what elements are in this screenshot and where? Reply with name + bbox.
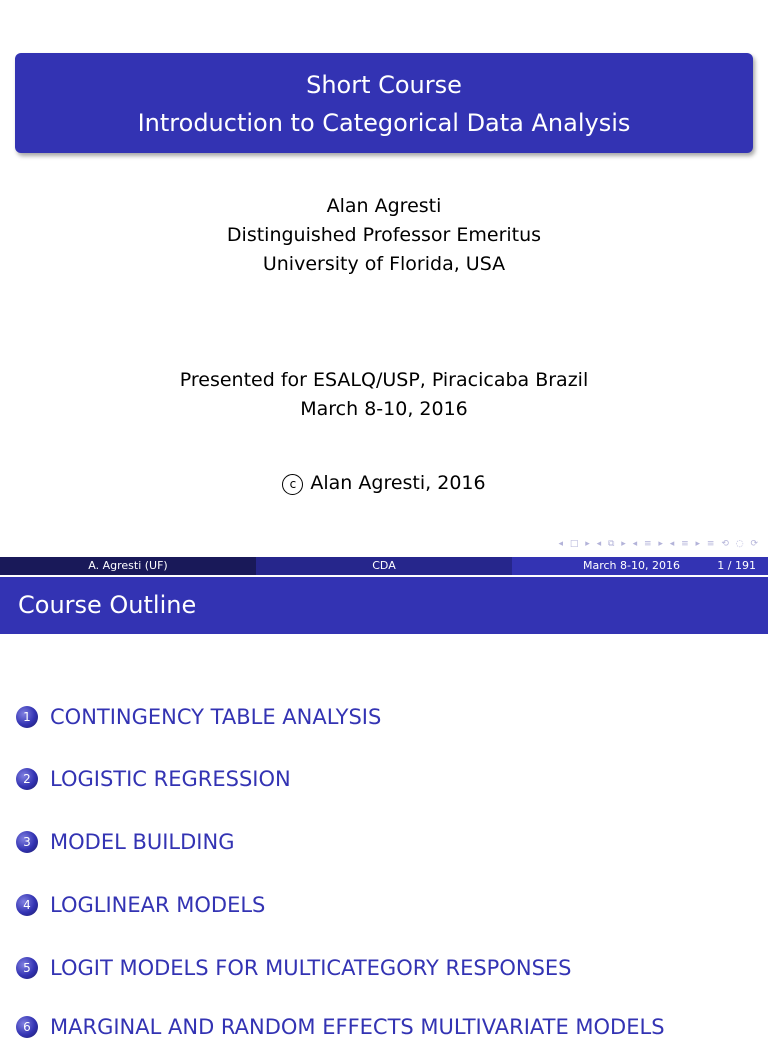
footer-date-page (512, 557, 768, 575)
slide-footer (0, 557, 768, 575)
outline-item-label: MODEL BUILDING (50, 830, 235, 854)
copyright-icon: c (282, 474, 303, 495)
footer-short-title: CDA (256, 557, 512, 575)
author-name: Alan Agresti (326, 195, 442, 217)
outline-item-label: LOGIT MODELS FOR MULTICATEGORY RESPONSES (50, 956, 572, 980)
author-position: Distinguished Professor Emeritus (226, 224, 542, 246)
copyright-text: Alan Agresti, 2016 (310, 472, 486, 494)
outline-item[interactable] (16, 951, 572, 985)
footer-author: A. Agresti (UF) (0, 557, 256, 575)
presented-for: Presented for ESALQ/USP, Piracicaba Brazil (179, 369, 589, 391)
author-block (0, 192, 768, 279)
title-box (15, 53, 753, 153)
frame-title: Course Outline (0, 577, 768, 634)
author-affiliation: University of Florida, USA (262, 253, 506, 275)
outline-item-label: LOGISTIC REGRESSION (50, 767, 291, 791)
footer-date: March 8-10, 2016 (583, 559, 680, 572)
outline-item[interactable] (16, 825, 234, 859)
numbered-ball-icon: 4 (16, 894, 38, 916)
copyright-line (0, 469, 768, 498)
title-line-2: Introduction to Categorical Data Analysis (137, 109, 631, 137)
numbered-ball-icon: 5 (16, 957, 38, 979)
numbered-ball-icon: 3 (16, 831, 38, 853)
presentation-info (0, 366, 768, 424)
numbered-ball-icon: 6 (16, 1016, 38, 1038)
footer-page-number: 1 / 191 (717, 559, 756, 572)
beamer-navigation-icons[interactable]: ◂ □ ▸ ◂ ⧉ ▸ ◂ ≡ ▸ ◂ ≡ ▸ ≡ ⟲ ◌ ⟳ (558, 539, 760, 549)
outline-item-label: MARGINAL AND RANDOM EFFECTS MULTIVARIATE MODELS (50, 1015, 665, 1039)
outline-item[interactable] (16, 700, 381, 734)
outline-item[interactable] (16, 762, 291, 796)
outline-item-label: CONTINGENCY TABLE ANALYSIS (50, 705, 382, 729)
title-line-1: Short Course (306, 71, 462, 99)
numbered-ball-icon: 2 (16, 768, 38, 790)
outline-item-label: LOGLINEAR MODELS (50, 893, 266, 917)
outline-item[interactable] (16, 888, 265, 922)
presentation-dates: March 8-10, 2016 (300, 398, 468, 420)
numbered-ball-icon: 1 (16, 706, 38, 728)
outline-item[interactable] (16, 1010, 665, 1044)
